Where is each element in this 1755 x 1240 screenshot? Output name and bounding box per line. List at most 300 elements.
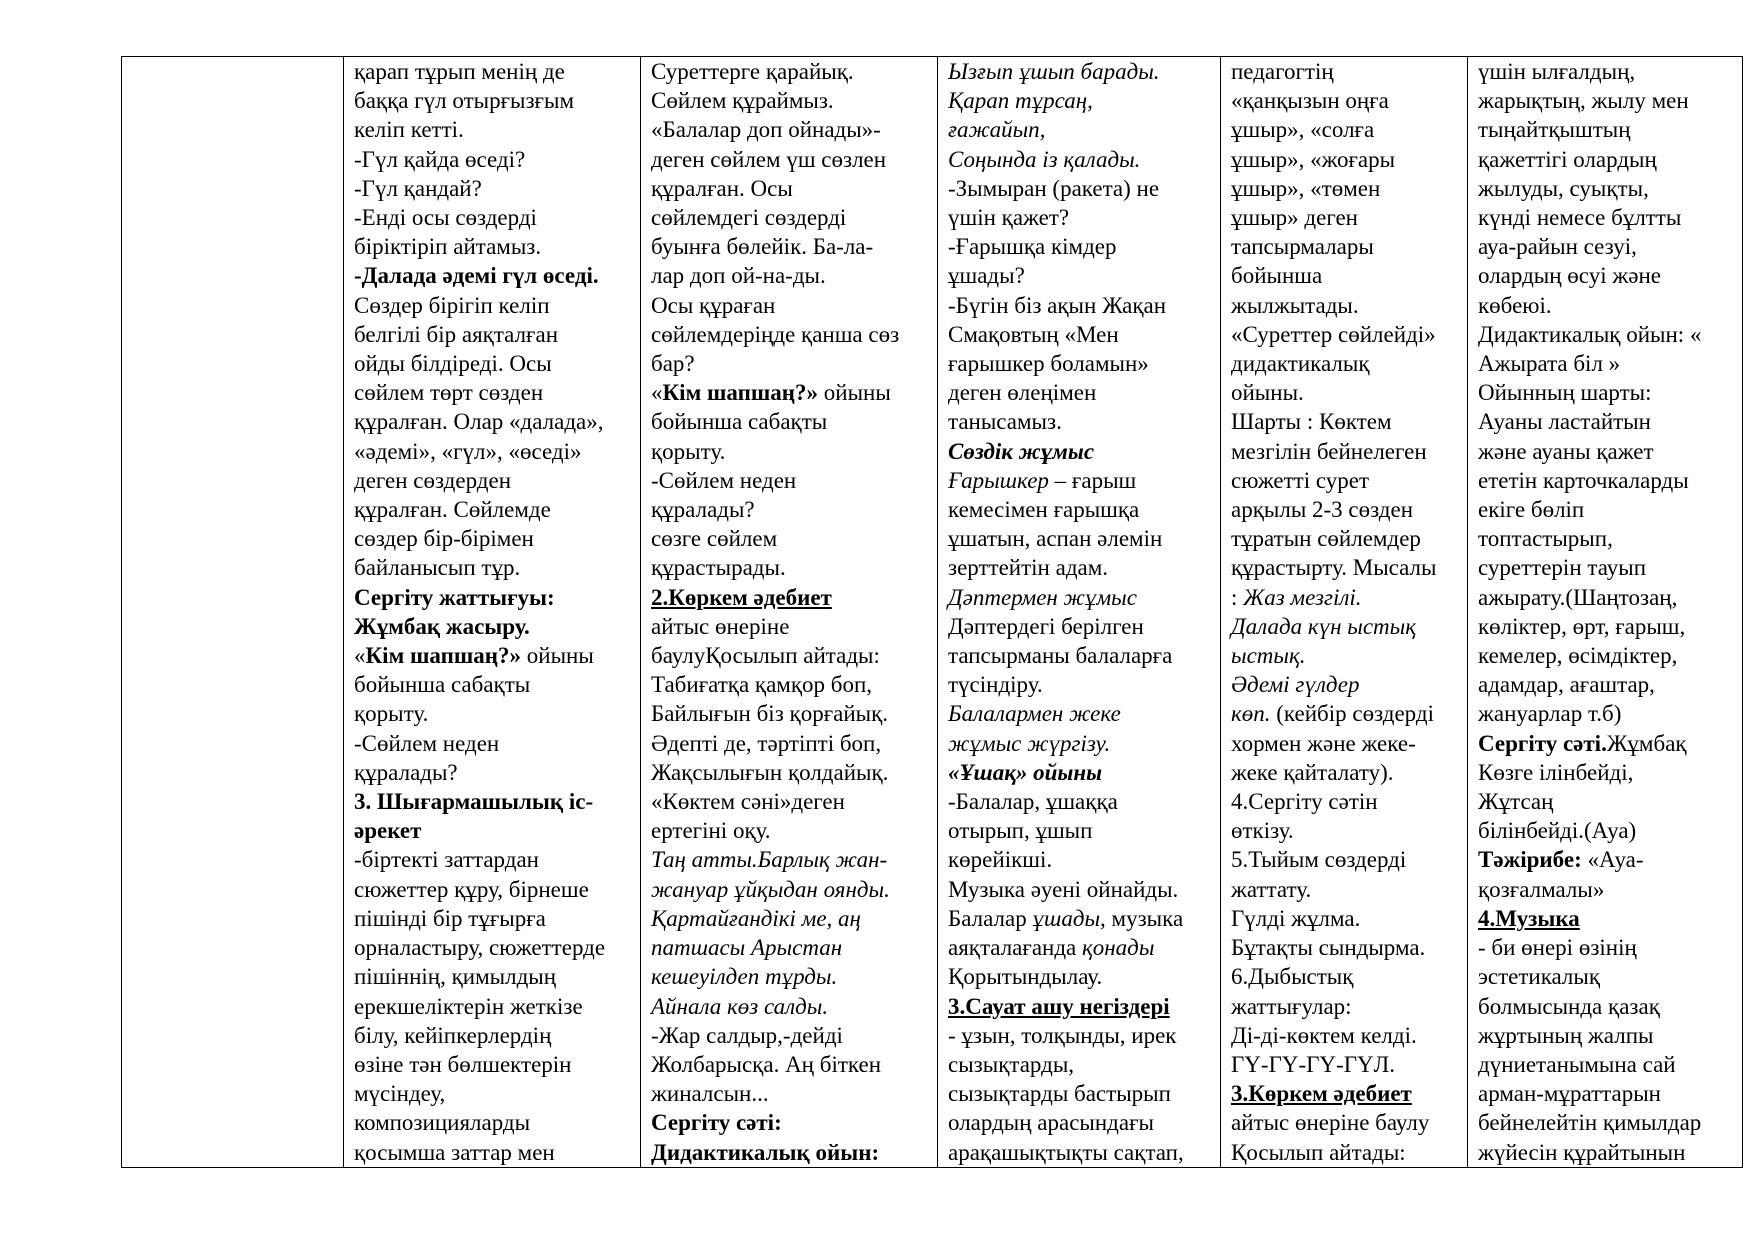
text-run: танысамыз. — [948, 409, 1062, 435]
text-line — [948, 933, 1220, 962]
text-run: белгілі бір аяқталған — [354, 321, 559, 347]
text-run: - ұзын, толқынды, ирек — [948, 1022, 1177, 1048]
text-line — [651, 1021, 937, 1050]
text-run: олардың өсуі және — [1478, 263, 1661, 289]
text-run: кешеуілдеп тұрды. — [651, 964, 838, 990]
text-line — [1231, 1021, 1467, 1050]
text-run: білінбейді.(Ауа) — [1478, 818, 1637, 844]
text-run: зерттейтін адам. — [948, 555, 1109, 581]
text-run: мезгілін бейнелеген — [1231, 438, 1427, 464]
text-line — [651, 495, 937, 524]
text-run: Бұтақты сындырма. — [1231, 935, 1426, 961]
text-line — [1478, 320, 1742, 349]
text-run: ұшатын, аспан әлемін — [948, 526, 1163, 552]
text-line — [948, 1138, 1220, 1167]
text-line — [651, 758, 937, 787]
text-line — [354, 203, 640, 232]
text-run: Сергіту сәті: — [651, 1110, 782, 1136]
text-run: суреттерін тауып — [1478, 555, 1647, 581]
text-run: тұратын сөйлемдер — [1231, 526, 1421, 552]
text-run: ГҮ-ГҮ-ГҮ-ГҮЛ. — [1231, 1051, 1395, 1077]
text-line — [1478, 466, 1742, 495]
text-run: пішінді бір тұғырға — [354, 905, 546, 931]
column-2 — [344, 57, 641, 1168]
text-run: ұшыр», «төмен — [1231, 175, 1381, 201]
text-line — [1478, 115, 1742, 144]
text-run: композицияларды — [354, 1110, 531, 1136]
text-run: ертегіні оқу. — [651, 818, 771, 844]
text-line — [1478, 1050, 1742, 1079]
cell-content — [1478, 57, 1742, 1167]
text-run: деген сөйлем үш сөзлен — [651, 146, 887, 172]
text-run: жеке қайталату). — [1231, 759, 1394, 785]
text-line — [1231, 612, 1467, 641]
text-line — [948, 962, 1220, 991]
text-run: өзіне тән бөлшектерін — [354, 1051, 572, 1077]
text-run: Ді-ді-көктем келді. — [1231, 1022, 1417, 1048]
text-run: Осы құраған — [651, 292, 776, 318]
text-line — [1478, 758, 1742, 787]
text-run: -Гүл қандай? — [354, 175, 482, 201]
text-run: Тәжірибе: — [1478, 847, 1582, 873]
text-run: Әдепті де, тәртіпті боп, — [651, 730, 882, 756]
text-line — [651, 816, 937, 845]
text-run: үшін қажет? — [948, 205, 1070, 231]
text-line — [651, 1108, 937, 1137]
text-run: жылуды, суықты, — [1478, 175, 1649, 201]
text-run: ұшыр», «солға — [1231, 117, 1375, 143]
text-line — [354, 553, 640, 582]
text-run: көліктер, өрт, ғарыш, — [1478, 613, 1686, 639]
text-line — [651, 349, 937, 378]
text-line — [1478, 145, 1742, 174]
text-run: «Суреттер сөйлейді» — [1231, 321, 1436, 347]
text-line — [1478, 904, 1742, 933]
text-run: айтыс өнеріне баулу — [1231, 1110, 1430, 1136]
text-run: сөйлемдеріңде қанша сөз — [651, 321, 900, 347]
text-line — [1231, 86, 1467, 115]
text-run: «Көктем сәні»деген — [651, 789, 845, 815]
text-run: бейнелейтін қимылдар — [1478, 1110, 1702, 1136]
text-line — [1231, 845, 1467, 874]
text-line — [1231, 875, 1467, 904]
text-run: дүниетанымына сай — [1478, 1051, 1676, 1077]
text-run: ыстық. — [1231, 643, 1306, 669]
text-line — [1231, 378, 1467, 407]
text-run: -Жар салдыр,-дейді — [651, 1022, 843, 1048]
text-run: Әдемі гүлдер — [1231, 672, 1360, 698]
text-line — [1478, 1021, 1742, 1050]
text-line — [354, 992, 640, 1021]
text-line — [948, 320, 1220, 349]
text-line — [651, 378, 937, 407]
text-line — [651, 845, 937, 874]
text-run: сөйлемдегі сөздерді — [651, 205, 847, 231]
text-run: адамдар, ағаштар, — [1478, 672, 1655, 698]
text-line — [1478, 641, 1742, 670]
text-run: -Балалар, ұшаққа — [948, 789, 1118, 815]
text-line — [354, 495, 640, 524]
text-line — [1231, 933, 1467, 962]
text-line — [651, 875, 937, 904]
text-run: келіп кетті. — [354, 117, 464, 143]
text-line — [354, 670, 640, 699]
text-run: ауа-райын сезуі, — [1478, 234, 1637, 260]
text-line — [948, 86, 1220, 115]
text-run: Ойынның шарты: — [1478, 380, 1652, 406]
text-run: жарықтың, жылу мен — [1478, 88, 1689, 114]
text-run: Шарты : Көктем — [1231, 409, 1392, 435]
text-run: кемелер, өсімдіктер, — [1478, 643, 1678, 669]
text-line — [1231, 174, 1467, 203]
text-run: Таң атты.Барлық жан- — [651, 847, 888, 873]
text-run: «Ұшақ» ойыны — [948, 759, 1103, 785]
text-line — [354, 174, 640, 203]
text-line — [354, 933, 640, 962]
text-line — [354, 145, 640, 174]
text-line — [651, 787, 937, 816]
text-line — [1478, 174, 1742, 203]
text-run: -Енді осы сөздерді — [354, 205, 537, 231]
text-run: деген өлеңімен — [948, 380, 1097, 406]
text-line — [948, 115, 1220, 144]
text-run: сюжетті сурет — [1231, 467, 1370, 493]
text-line — [1231, 407, 1467, 436]
text-line — [1478, 1108, 1742, 1137]
text-run: баулуҚосылып айтады: — [651, 643, 880, 669]
text-line — [651, 291, 937, 320]
text-line — [1478, 291, 1742, 320]
text-run: жаттату. — [1231, 876, 1312, 902]
text-line — [948, 758, 1220, 787]
text-line — [1478, 232, 1742, 261]
text-line — [1231, 1079, 1467, 1108]
text-line — [948, 1021, 1220, 1050]
text-run: сызықтарды, — [948, 1051, 1075, 1077]
text-run: үшін ылғалдың, — [1478, 59, 1636, 84]
text-run: бойынша — [1231, 263, 1323, 289]
text-line — [1231, 291, 1467, 320]
text-run: Сергіту жаттығуы: — [354, 584, 555, 610]
text-run: Музыка әуені ойнайды. — [948, 876, 1179, 902]
text-run: «Балалар доп ойнады»- — [651, 117, 881, 143]
text-run: Ызғып ұшып барады. — [948, 59, 1160, 84]
text-line — [1231, 758, 1467, 787]
text-run: патшасы Арыстан — [651, 935, 843, 961]
text-run: ететін карточкаларды — [1478, 467, 1689, 493]
text-run: «қанқызын оңға — [1231, 88, 1389, 114]
text-run: әрекет — [354, 818, 422, 844]
table-row — [122, 57, 1743, 1168]
text-line — [1231, 524, 1467, 553]
text-run: баққа гүл отырғызғым — [354, 88, 574, 114]
text-line — [1231, 320, 1467, 349]
text-line — [1478, 261, 1742, 290]
text-line — [1231, 145, 1467, 174]
text-run: -Сөйлем неден — [354, 730, 500, 756]
text-line — [1231, 437, 1467, 466]
text-run: ғарышкер боламын» — [948, 351, 1149, 377]
text-line — [1478, 992, 1742, 1021]
text-line — [354, 875, 640, 904]
text-line — [651, 670, 937, 699]
text-run: Дидактикалық ойын: « — [1478, 321, 1702, 347]
text-run: көрейікші. — [948, 847, 1053, 873]
text-line — [354, 86, 640, 115]
text-line — [948, 57, 1220, 86]
text-line — [354, 407, 640, 436]
text-run: 4.Музыка — [1478, 905, 1580, 931]
text-line — [948, 1079, 1220, 1108]
text-run: ұшыр», «жоғары — [1231, 146, 1396, 172]
text-run: отырып, ұшып — [948, 818, 1093, 844]
text-run: Смақовтың «Мен — [948, 321, 1119, 347]
text-line — [948, 816, 1220, 845]
text-line — [1478, 524, 1742, 553]
text-run: арақашықтықты сақтап, — [948, 1139, 1184, 1165]
text-run: Қорытындылау. — [948, 964, 1103, 990]
text-line — [948, 291, 1220, 320]
text-line — [651, 729, 937, 758]
text-line — [1231, 57, 1467, 86]
text-line — [948, 729, 1220, 758]
text-line — [354, 787, 640, 816]
text-line — [651, 57, 937, 86]
text-run: құралады? — [651, 497, 755, 523]
text-run: ұшыр» деген — [1231, 205, 1358, 231]
text-line — [948, 583, 1220, 612]
text-run: көбеюі. — [1478, 292, 1552, 318]
text-run: Ажырата біл » — [1478, 351, 1621, 377]
text-run: Сөйлем құраймыз. — [651, 88, 834, 114]
text-run: « — [354, 643, 366, 669]
text-line — [651, 612, 937, 641]
text-run: « — [651, 380, 663, 406]
text-line — [651, 466, 937, 495]
text-line — [651, 962, 937, 991]
text-run: бойынша сабақты — [354, 672, 531, 698]
column-3 — [641, 57, 938, 1168]
text-run: 2.Көркем әдебиет — [651, 584, 832, 610]
text-run: тапсырмалары — [1231, 234, 1374, 260]
text-run: ұшады, — [1032, 905, 1106, 931]
text-line — [948, 349, 1220, 378]
cell-content — [1231, 57, 1467, 1167]
text-run: -Гүл қайда өседі? — [354, 146, 526, 172]
text-line — [354, 115, 640, 144]
text-run: қосымша заттар мен — [354, 1139, 555, 1165]
column-5 — [1221, 57, 1468, 1168]
text-line — [651, 437, 937, 466]
text-line — [1231, 641, 1467, 670]
text-line — [651, 904, 937, 933]
text-line — [948, 261, 1220, 290]
text-run: -Ғарышқа кімдер — [948, 234, 1117, 260]
text-run: кемесімен ғарышқа — [948, 497, 1140, 523]
text-line — [1231, 699, 1467, 728]
text-run: Ғарышкер — [948, 467, 1049, 493]
text-line — [1478, 407, 1742, 436]
text-run: лар доп ой-на-ды. — [651, 263, 826, 289]
text-line — [354, 1050, 640, 1079]
text-line — [1478, 553, 1742, 582]
text-line — [1231, 203, 1467, 232]
text-line — [354, 261, 640, 290]
text-line — [651, 86, 937, 115]
text-line — [948, 203, 1220, 232]
text-line — [1231, 232, 1467, 261]
text-line — [1478, 495, 1742, 524]
text-line — [354, 729, 640, 758]
text-line — [651, 174, 937, 203]
text-run: құралған. Олар «далада», — [354, 409, 604, 435]
text-run: екіге бөліп — [1478, 497, 1585, 523]
text-line — [1478, 612, 1742, 641]
text-line — [651, 641, 937, 670]
text-run: Балалар — [948, 905, 1033, 931]
text-line — [354, 1021, 640, 1050]
text-run: тыңайтқыштың — [1478, 117, 1631, 143]
text-line — [1478, 378, 1742, 407]
text-line — [1478, 437, 1742, 466]
text-run: : — [1231, 584, 1244, 610]
text-run: құрастырады. — [651, 555, 786, 581]
text-run: құралған. Сөйлемде — [354, 497, 551, 523]
text-line — [1478, 845, 1742, 874]
text-line — [948, 145, 1220, 174]
cell-content — [354, 57, 640, 1167]
text-line — [651, 524, 937, 553]
text-line — [1231, 466, 1467, 495]
text-run: ұшады? — [948, 263, 1025, 289]
text-run: – ғарыш — [1048, 467, 1137, 493]
text-line — [354, 320, 640, 349]
text-run: -Далада әдемі гүл өседі. — [354, 263, 599, 289]
text-line — [651, 1138, 937, 1167]
text-run: 6.Дыбыстық — [1231, 964, 1354, 990]
text-line — [948, 495, 1220, 524]
text-line — [1231, 962, 1467, 991]
cell-content — [948, 57, 1220, 1167]
text-line — [354, 1079, 640, 1108]
text-line — [1231, 1138, 1467, 1167]
text-run: 3.Сауат ашу негіздері — [948, 993, 1170, 1019]
text-run: орналастыру, сюжеттерде — [354, 935, 606, 961]
text-run: қозғалмалы» — [1478, 876, 1605, 902]
text-run: 4.Сергіту сәтін — [1231, 789, 1378, 815]
text-line — [1231, 349, 1467, 378]
text-run: 5.Тыйым сөздерді — [1231, 847, 1407, 873]
text-run: Қосылып айтады: — [1231, 1139, 1406, 1165]
text-line — [1231, 992, 1467, 1021]
text-line — [651, 320, 937, 349]
text-line — [354, 232, 640, 261]
text-run: 3. Шығармашылық іс- — [354, 789, 594, 815]
text-line — [1478, 816, 1742, 845]
text-run: жануар ұйқыдан оянды. — [651, 876, 890, 902]
text-run: Жұмбақ — [1606, 730, 1687, 756]
text-run: «Ауа- — [1581, 847, 1644, 873]
text-line — [1478, 670, 1742, 699]
text-line — [1231, 816, 1467, 845]
column-6 — [1468, 57, 1743, 1168]
text-run: қорыту. — [651, 438, 726, 464]
text-run: қарап тұрып менің де — [354, 59, 565, 84]
text-line — [354, 437, 640, 466]
text-line — [1478, 875, 1742, 904]
text-line — [354, 845, 640, 874]
text-run: -Зымыран (ракета) не — [948, 175, 1160, 201]
text-line — [948, 553, 1220, 582]
text-line — [651, 583, 937, 612]
text-line — [1478, 1138, 1742, 1167]
text-run: айтыс өнеріне — [651, 613, 790, 639]
text-line — [651, 933, 937, 962]
column-1-empty — [122, 57, 344, 1168]
text-line — [948, 378, 1220, 407]
text-run: бойынша сабақты — [651, 409, 828, 435]
text-run: дидактикалық — [1231, 351, 1370, 377]
text-run: Жұмбақ жасыру. — [354, 613, 530, 639]
text-line — [651, 699, 937, 728]
text-line — [1231, 553, 1467, 582]
text-line — [354, 699, 640, 728]
text-run: тапсырманы балаларға — [948, 643, 1173, 669]
text-line — [948, 407, 1220, 436]
text-run: деген сөздерден — [354, 467, 512, 493]
text-run: Сөздер бірігіп келіп — [354, 292, 550, 318]
text-run: ойыны. — [1231, 380, 1304, 406]
text-run: сызықтарды бастырып — [948, 1081, 1171, 1107]
text-line — [354, 524, 640, 553]
text-line — [651, 407, 937, 436]
text-run: Дидактикалық ойын: — [651, 1139, 880, 1165]
text-line — [1478, 699, 1742, 728]
text-run: бар? — [651, 351, 695, 377]
text-line — [948, 845, 1220, 874]
text-line — [1231, 787, 1467, 816]
text-line — [948, 1050, 1220, 1079]
text-line — [354, 1138, 640, 1167]
text-line — [948, 612, 1220, 641]
text-run: ажырату.(Шаңтозаң, — [1478, 584, 1678, 610]
text-line — [651, 992, 937, 1021]
text-line — [1231, 904, 1467, 933]
text-line — [354, 291, 640, 320]
text-line — [1478, 349, 1742, 378]
text-run: музыка — [1105, 905, 1184, 931]
text-run: Жақсылығын қолдайық. — [651, 759, 889, 785]
text-run: жүйесін құрайтынын — [1478, 1139, 1686, 1165]
text-run: жұмыс жүргізу. — [948, 730, 1111, 756]
cell-content — [651, 57, 937, 1167]
text-run: көп. — [1231, 701, 1271, 727]
text-line — [948, 466, 1220, 495]
text-run: -Сөйлем неден — [651, 467, 797, 493]
text-run: біріктіріп айтамыз. — [354, 234, 542, 260]
text-run: хормен және жеке- — [1231, 730, 1416, 756]
text-line — [948, 904, 1220, 933]
text-run: Жолбарысқа. Аң біткен — [651, 1051, 881, 1077]
text-run: ғажайып, — [948, 117, 1046, 143]
text-line — [354, 57, 640, 86]
column-4 — [938, 57, 1221, 1168]
text-run: аяқталағанда — [948, 935, 1083, 961]
text-line — [354, 904, 640, 933]
text-run: жұртының жалпы — [1478, 1022, 1654, 1048]
text-line — [1231, 670, 1467, 699]
text-run: олардың арасындағы — [948, 1110, 1154, 1136]
